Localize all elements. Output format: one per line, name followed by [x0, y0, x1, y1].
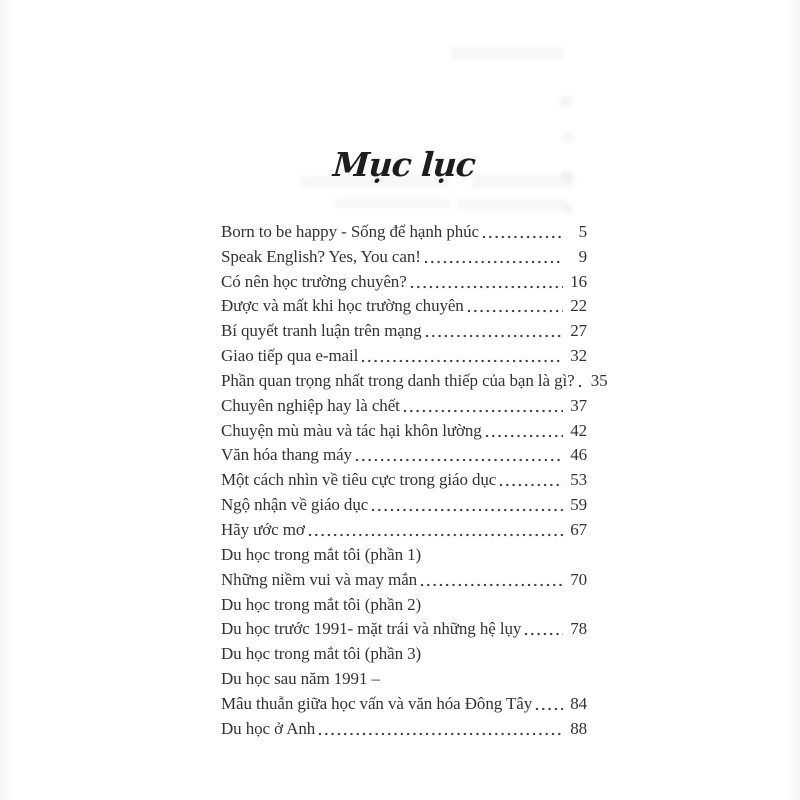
toc-row: [221, 243, 587, 268]
toc-entry-title: Du học ở Anh: [221, 718, 316, 738]
toc-entry-title: Có nên học trường chuyên?: [221, 271, 407, 291]
toc-page-number: 53: [570, 470, 587, 490]
toc-row: [221, 466, 587, 491]
toc-entry-title: Chuyên nghiệp hay là chết: [221, 395, 400, 415]
toc-entry-title: Một cách nhìn về tiêu cực trong giáo dục: [221, 470, 497, 490]
toc-page-number: 35: [590, 370, 608, 390]
toc-entry-title: Những niềm vui và may mắn: [221, 569, 418, 589]
toc-row: [221, 417, 587, 442]
toc-entry-title: Born to be happy - Sống để hạnh phúc: [221, 221, 479, 241]
toc-entry-title: Mâu thuẫn giữa học vấn và văn hóa Đông Tây: [221, 693, 533, 713]
page-edge-left: [0, 0, 14, 800]
toc-page-number: 70: [570, 569, 587, 589]
toc-row: [221, 293, 587, 318]
toc-entry-title: Du học trong mắt tôi (phần 1): [221, 544, 422, 564]
toc-dot-leader: [318, 715, 563, 740]
toc-content: [221, 142, 608, 740]
toc-row: [221, 640, 587, 665]
toc-entry-title: Văn hóa thang máy: [221, 445, 352, 465]
toc-row: [221, 541, 587, 566]
toc-page-number: 22: [570, 296, 587, 316]
bleed-through-mark: [560, 96, 573, 106]
toc-dot-leader: [424, 243, 563, 268]
toc-page-number: 27: [570, 321, 587, 341]
toc-dot-leader: [420, 566, 563, 591]
toc-page-number: 88: [570, 718, 587, 738]
toc-dot-leader: [535, 690, 563, 715]
toc-dot-leader: [467, 293, 563, 318]
toc-page-number: 5: [578, 221, 587, 241]
toc-dot-leader: [355, 442, 563, 467]
toc-row: [221, 218, 587, 243]
toc-page-number: 59: [570, 495, 587, 515]
toc-page-number: 32: [570, 346, 587, 366]
toc-row: [221, 392, 587, 417]
toc-dot-leader: [371, 491, 563, 516]
toc-entry-title: Chuyện mù màu và tác hại khôn lường: [221, 420, 482, 440]
toc-row: [221, 665, 587, 690]
toc-entry-title: Giao tiếp qua e-mail: [221, 346, 359, 366]
toc-entry-title: Ngộ nhận về giáo dục: [221, 495, 369, 515]
toc-row: [221, 591, 587, 616]
toc-dot-leader: [308, 516, 563, 541]
toc-entry-title: Du học trước 1991- mặt trái và những hệ lụy: [221, 619, 522, 639]
toc-page-number: 84: [570, 693, 587, 713]
toc-page-number: 67: [570, 519, 587, 539]
toc-row: [221, 268, 587, 293]
toc-dot-leader: [361, 342, 563, 367]
toc-row: [221, 342, 587, 367]
toc-dot-leader: [499, 466, 563, 491]
toc-entry-title: Speak English? Yes, You can!: [221, 246, 421, 266]
page-edge-right: [786, 0, 800, 800]
toc-entry-title: Hãy ước mơ: [221, 519, 305, 539]
toc-dot-leader: [482, 218, 563, 243]
toc-page-number: 46: [570, 445, 587, 465]
toc-page-number: 16: [570, 271, 587, 291]
toc-row: [221, 442, 587, 467]
toc-row: [221, 715, 587, 740]
toc-dot-leader: [578, 367, 584, 392]
toc-row: [221, 516, 587, 541]
toc-entry-title: Được và mất khi học trường chuyên: [221, 296, 464, 316]
bleed-through-header: [451, 47, 563, 60]
toc-entry-title: Du học trong mắt tôi (phần 3): [221, 644, 422, 664]
toc-row: [221, 367, 608, 392]
toc-row: [221, 566, 587, 591]
toc-list: [221, 218, 608, 740]
toc-entry-title: Bí quyết tranh luận trên mạng: [221, 321, 422, 341]
toc-page-number: 9: [578, 246, 587, 266]
toc-page-number: 42: [570, 420, 587, 440]
toc-entry-title: Phần quan trọng nhất trong danh thiếp của bạn là gì?: [221, 370, 575, 390]
toc-page-number: 78: [570, 619, 587, 639]
toc-row: [221, 491, 587, 516]
toc-dot-leader: [403, 392, 563, 417]
toc-row: [221, 616, 587, 641]
toc-dot-leader: [524, 616, 563, 641]
toc-entry-title: Du học trong mắt tôi (phần 2): [221, 594, 422, 614]
page-title: Mục lục: [331, 145, 477, 184]
toc-dot-leader: [410, 268, 563, 293]
toc-row: [221, 317, 587, 342]
toc-row: [221, 690, 587, 715]
toc-dot-leader: [425, 317, 563, 342]
toc-entry-title: Du học sau năm 1991 –: [221, 669, 380, 689]
toc-dot-leader: [485, 417, 563, 442]
bleed-through-mark: [562, 132, 574, 142]
toc-page-number: 37: [570, 395, 587, 415]
